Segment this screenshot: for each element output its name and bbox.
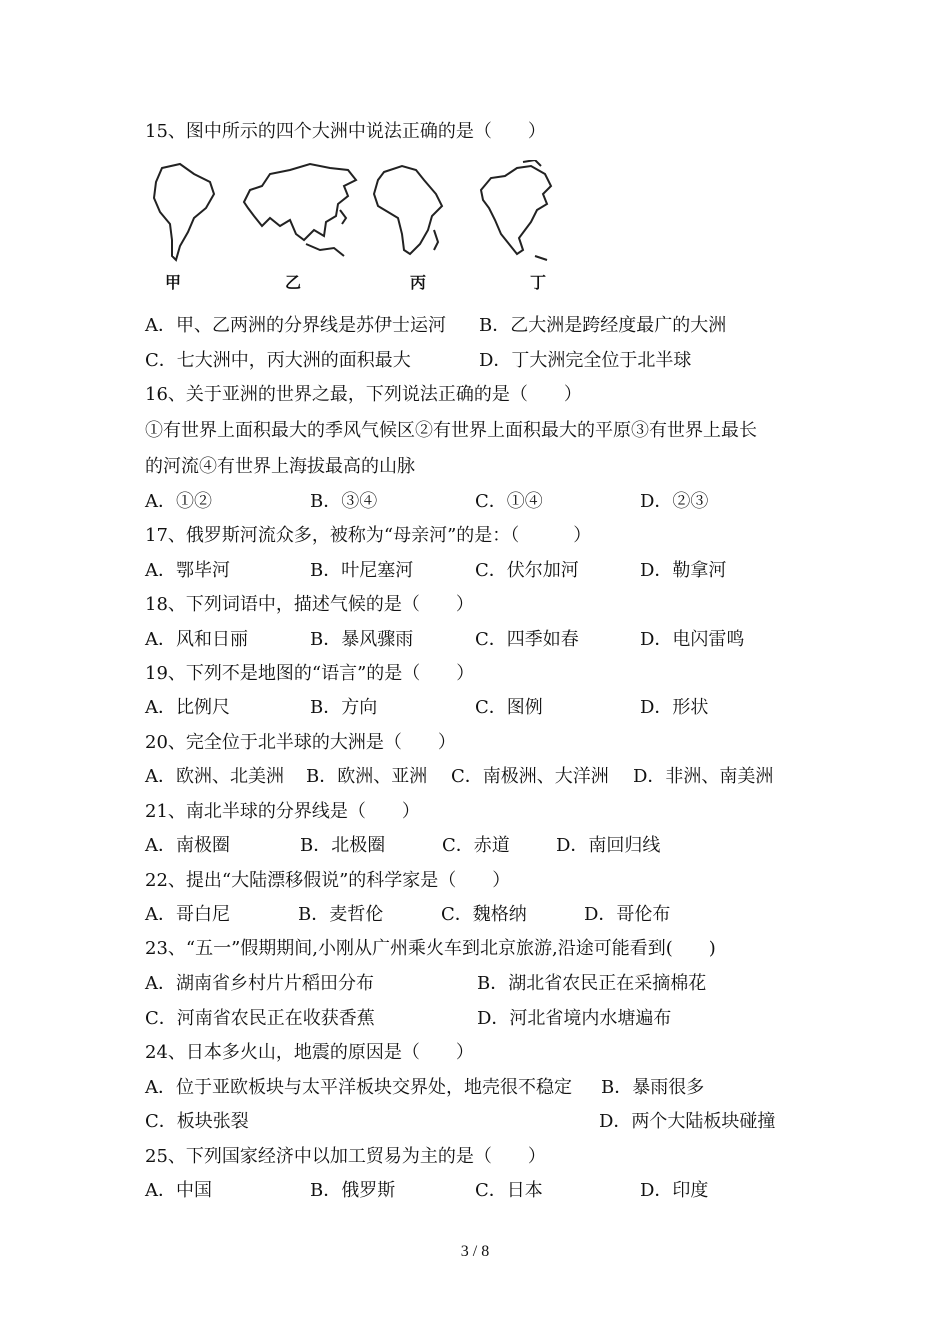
- q15-option-c: C．七大洲中，丙大洲的面积最大: [145, 350, 411, 371]
- q22-stem: 22、提出“大陆漂移假说”的科学家是（ ）: [145, 870, 511, 891]
- q23-option-b: B．湖北省农民正在采摘棉花: [477, 973, 707, 994]
- q22-option-c: C．魏格纳: [441, 904, 527, 925]
- q25-option-c: C．日本: [475, 1180, 543, 1201]
- q18-option-d: D．电闪雷鸣: [640, 629, 745, 650]
- africa-map: [370, 160, 450, 265]
- q25-option-a: A．中国: [145, 1180, 212, 1201]
- q23-stem: 23、“五一”假期期间,小刚从广州乘火车到北京旅游,沿途可能看到( ): [145, 938, 716, 959]
- q15-stem: 15、图中所示的四个大洲中说法正确的是（ ）: [145, 121, 546, 142]
- north-america-map: [475, 160, 560, 265]
- q21-option-c: C．赤道: [442, 835, 510, 856]
- continent-maps: [145, 160, 575, 290]
- q21-option-d: D．南回归线: [556, 835, 661, 856]
- q19-option-d: D．形状: [640, 697, 709, 718]
- map-label-ding: 丁: [530, 273, 547, 292]
- q18-option-c: C．四季如春: [475, 629, 579, 650]
- q15-option-d: D．丁大洲完全位于北半球: [479, 350, 692, 371]
- q20-option-a: A．欧洲、北美洲: [145, 766, 284, 787]
- q21-option-a: A．南极圈: [145, 835, 230, 856]
- map-label-jia: 甲: [165, 273, 182, 292]
- q15-option-b: B．乙大洲是跨经度最广的大洲: [479, 315, 727, 336]
- q17-stem: 17、俄罗斯河流众多，被称为“母亲河”的是：（ ）: [145, 525, 592, 546]
- q21-stem: 21、南北半球的分界线是（ ）: [145, 801, 420, 822]
- q22-option-a: A．哥白尼: [145, 904, 230, 925]
- q17-option-b: B．叶尼塞河: [310, 560, 414, 581]
- asia-map: [240, 160, 360, 265]
- q25-stem: 25、下列国家经济中以加工贸易为主的是（ ）: [145, 1146, 546, 1167]
- q19-stem: 19、下列不是地图的“语言”的是（ ）: [145, 663, 475, 684]
- south-america-map: [150, 160, 220, 265]
- q23-option-d: D．河北省境内水塘遍布: [477, 1008, 672, 1029]
- q16-option-c: C．①④: [475, 491, 543, 512]
- q18-stem: 18、下列词语中，描述气候的是（ ）: [145, 594, 474, 615]
- q16-option-a: A．①②: [145, 491, 212, 512]
- q20-option-d: D．非洲、南美洲: [633, 766, 774, 787]
- map-label-yi: 乙: [285, 273, 302, 292]
- q24-stem: 24、日本多火山，地震的原因是（ ）: [145, 1042, 474, 1063]
- q20-option-b: B．欧洲、亚洲: [306, 766, 428, 787]
- page-number: 3 / 8: [460, 1243, 490, 1260]
- q20-option-c: C．南极洲、大洋洲: [451, 766, 609, 787]
- q24-option-a: A．位于亚欧板块与太平洋板块交界处，地壳很不稳定: [145, 1077, 572, 1098]
- map-label-bing: 丙: [410, 273, 427, 292]
- q18-option-a: A．风和日丽: [145, 629, 248, 650]
- q24-option-b: B．暴雨很多: [601, 1077, 705, 1098]
- q17-option-c: C．伏尔加河: [475, 560, 579, 581]
- q16-option-b: B．③④: [310, 491, 378, 512]
- q15-option-a: A．甲、乙两洲的分界线是苏伊士运河: [145, 315, 446, 336]
- q17-option-a: A．鄂毕河: [145, 560, 230, 581]
- q24-option-d: D．两个大陆板块碰撞: [599, 1111, 776, 1132]
- q22-option-b: B．麦哲伦: [298, 904, 384, 925]
- q25-option-b: B．俄罗斯: [310, 1180, 396, 1201]
- q16-desc-line1: ①有世界上面积最大的季风气候区②有世界上面积最大的平原③有世界上最长: [145, 420, 757, 441]
- q16-stem: 16、关于亚洲的世界之最，下列说法正确的是（ ）: [145, 384, 582, 405]
- q22-option-d: D．哥伦布: [584, 904, 671, 925]
- q23-option-a: A．湖南省乡村片片稻田分布: [145, 973, 374, 994]
- q16-option-d: D．②③: [640, 491, 709, 512]
- q20-stem: 20、完全位于北半球的大洲是（ ）: [145, 732, 456, 753]
- q16-desc-line2: 的河流④有世界上海拔最高的山脉: [145, 456, 415, 477]
- q17-option-d: D．勒拿河: [640, 560, 727, 581]
- q19-option-b: B．方向: [310, 697, 378, 718]
- q18-option-b: B．暴风骤雨: [310, 629, 414, 650]
- q24-option-c: C．板块张裂: [145, 1111, 249, 1132]
- q19-option-c: C．图例: [475, 697, 543, 718]
- q21-option-b: B．北极圈: [300, 835, 386, 856]
- q19-option-a: A．比例尺: [145, 697, 230, 718]
- q25-option-d: D．印度: [640, 1180, 709, 1201]
- q23-option-c: C．河南省农民正在收获香蕉: [145, 1008, 375, 1029]
